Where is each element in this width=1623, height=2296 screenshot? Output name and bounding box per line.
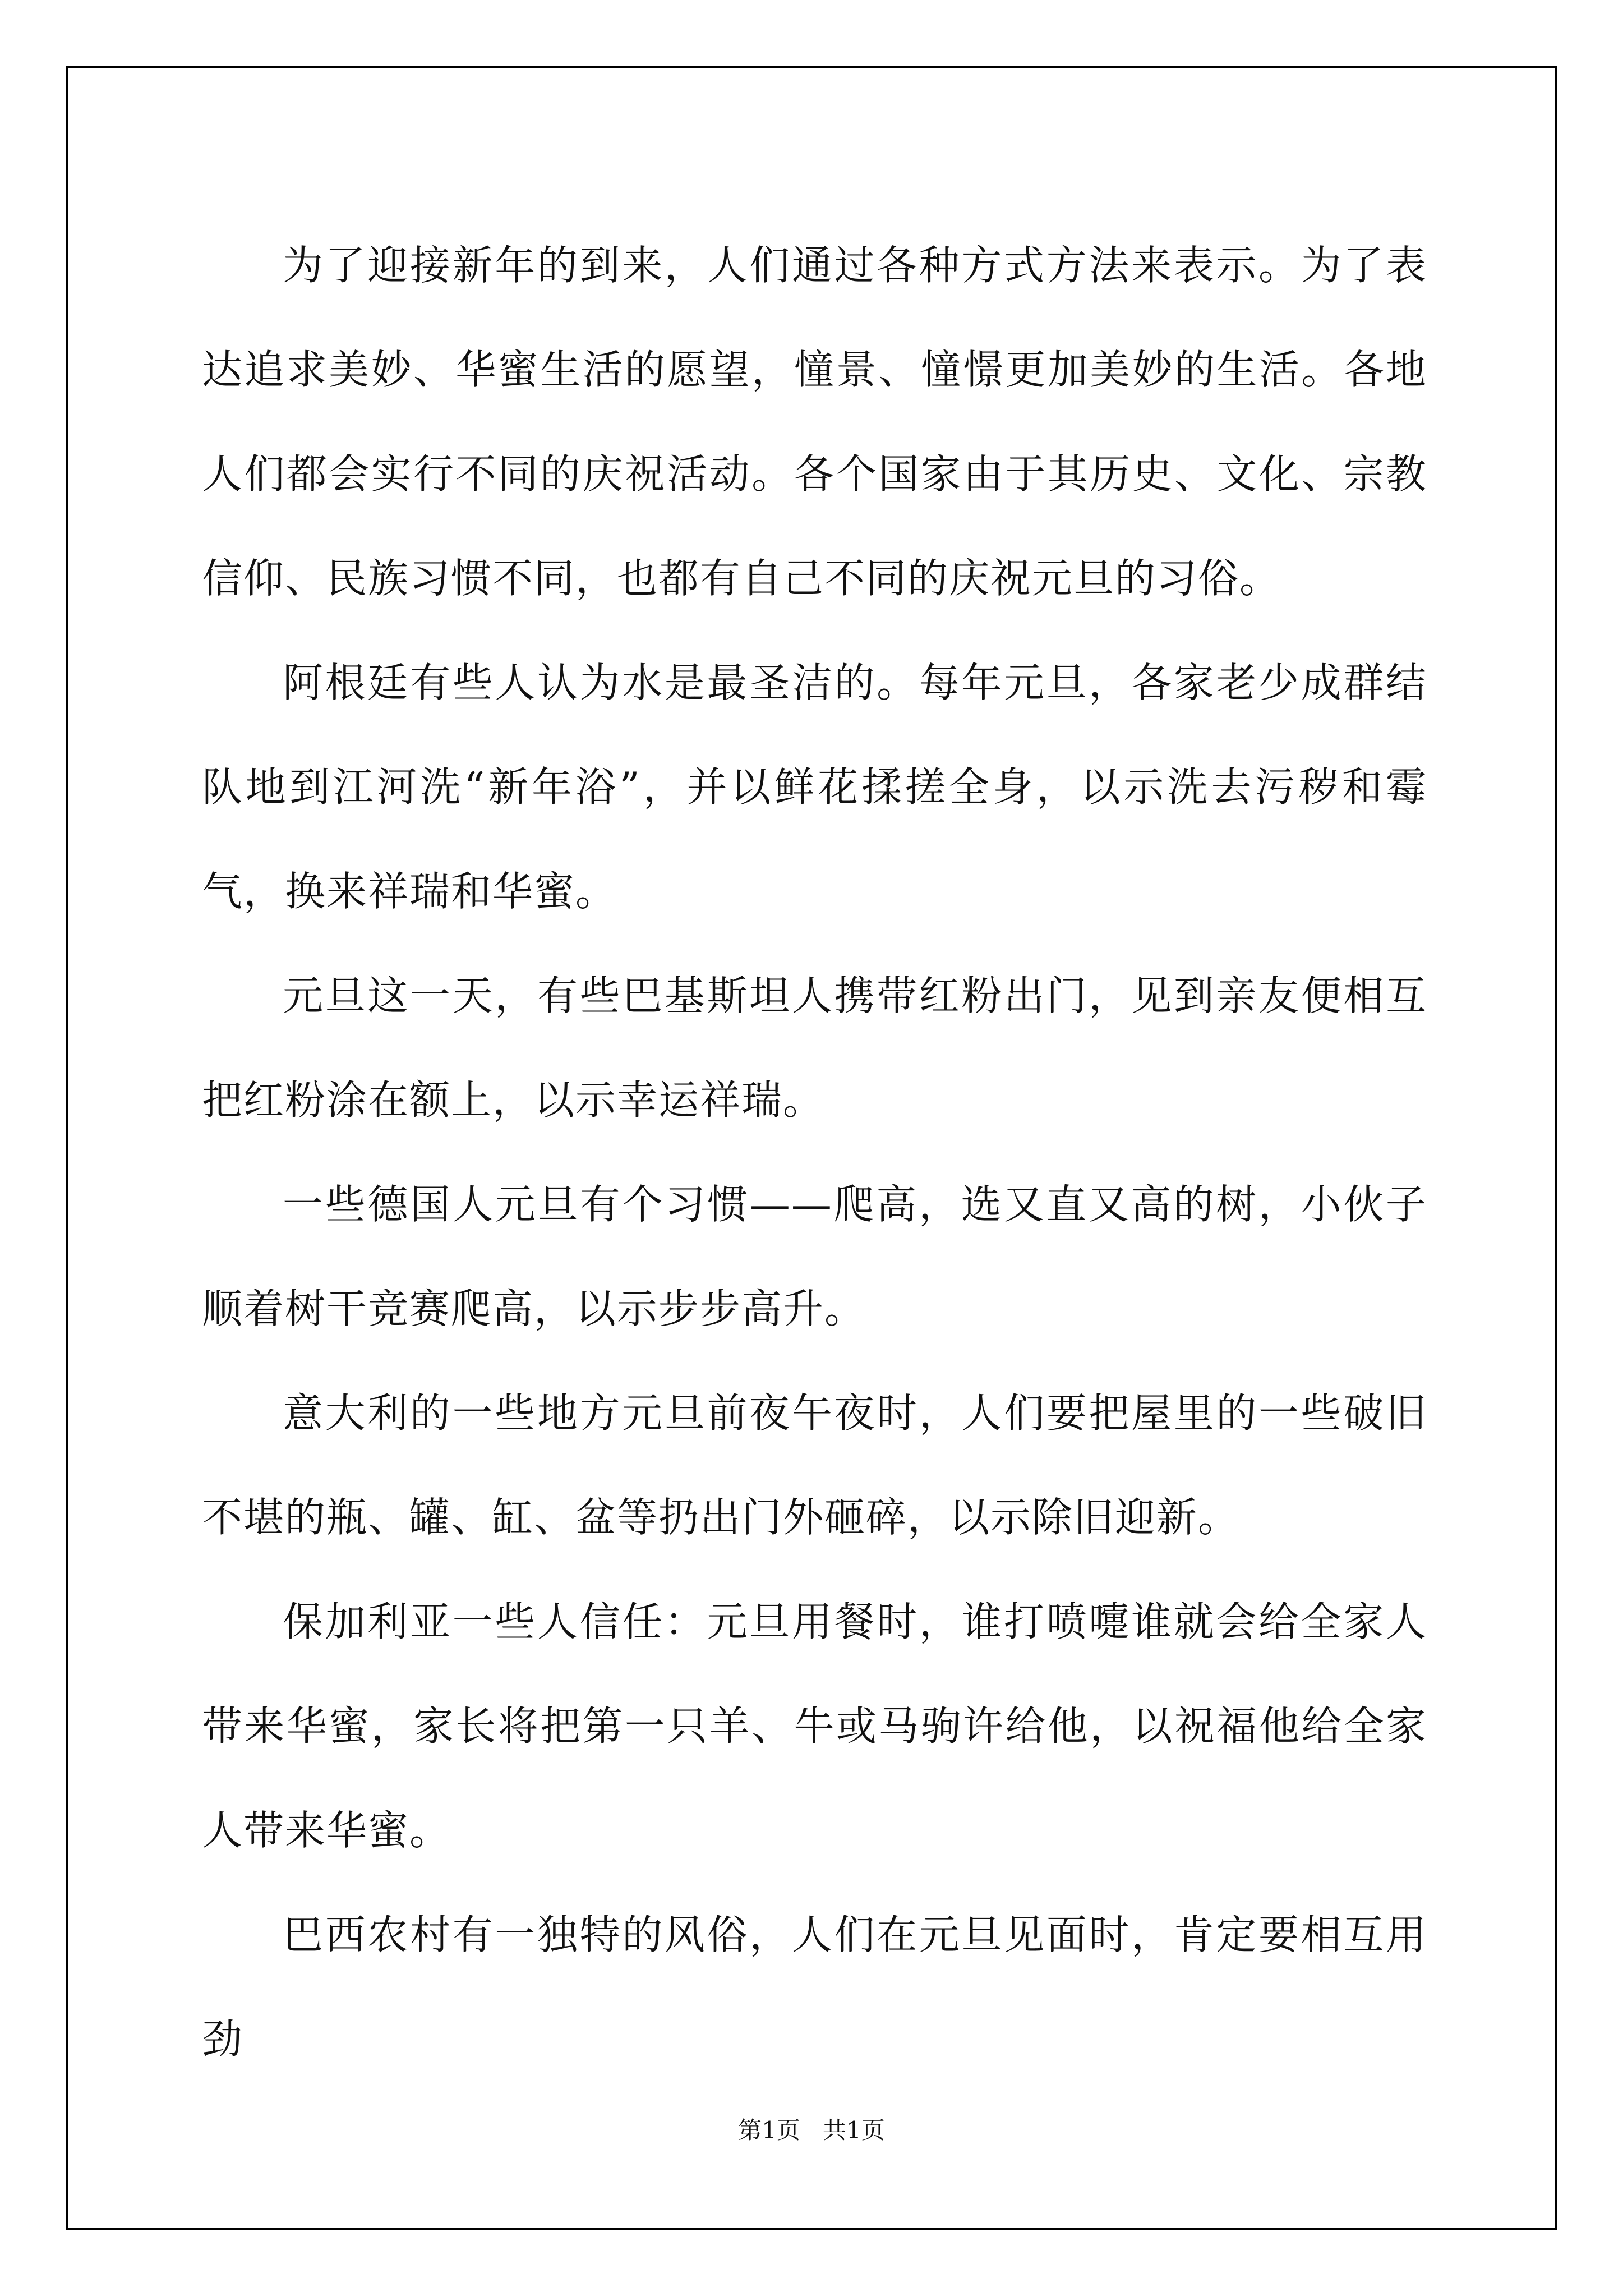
- paragraph-1: 为了迎接新年的到来，人们通过各种方式方法来表示。为了表达追求美妙、华蜜生活的愿望，憧景、憧憬更加美妙的生活。各地人们都会实行不同的庆祝活动。各个国家由于其历史、文化、宗教信仰、民族习惯不同，也都有自己不同的庆祝元旦的习俗。: [202, 242, 1427, 602]
- page-total: 共1页: [823, 2116, 885, 2144]
- paragraph-3: 元旦这一天，有些巴基斯坦人携带红粉出门，见到亲友便相互把红粉涂在额上，以示幸运祥瑞。: [202, 972, 1427, 1124]
- paragraph-7: 巴西农村有一独特的风俗，人们在元旦见面时，肯定要相互用劲: [202, 1911, 1427, 2063]
- paragraph-5: 意大利的一些地方元旦前夜午夜时，人们要把屋里的一些破旧不堪的瓶、罐、缸、盆等扔出门外砸碎，以示除旧迎新。: [202, 1389, 1427, 1541]
- document-body: [202, 213, 1427, 2091]
- paragraph-2: 阿根廷有些人认为水是最圣洁的。每年元旦，各家老少成群结队地到江河洗“新年浴”，并以鲜花揉搓全身，以示洗去污秽和霉气，换来祥瑞和华蜜。: [202, 659, 1427, 915]
- paragraph-4: 一些德国人元旦有个习惯——爬高，选又直又高的树，小伙子顺着树干竞赛爬高，以示步步高升。: [202, 1181, 1427, 1332]
- page-number: 第1页: [738, 2116, 800, 2144]
- page-footer: [0, 2112, 1623, 2146]
- paragraph-6: 保加利亚一些人信任：元旦用餐时，谁打喷嚏谁就会给全家人带来华蜜，家长将把第一只羊、牛或马驹许给他，以祝福他给全家人带来华蜜。: [202, 1598, 1427, 1854]
